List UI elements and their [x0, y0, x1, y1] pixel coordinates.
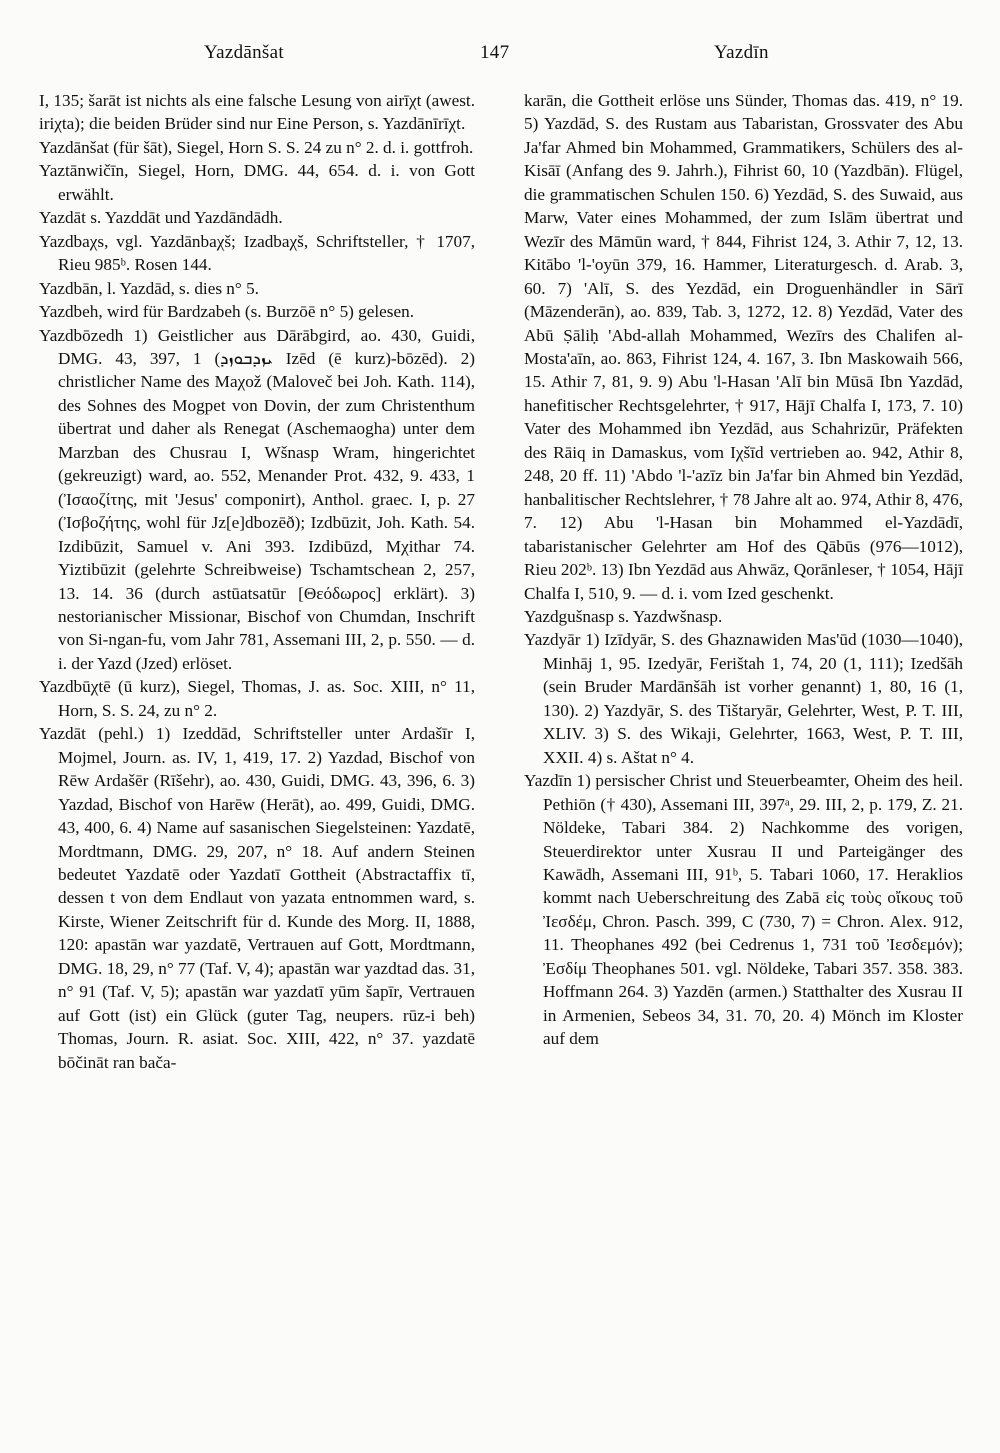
page-number: 147 [480, 42, 510, 63]
entry-continuation: karān, die Gottheit erlöse uns Sünder, Thomas das. 419, n° 19. 5) Yazdād, S. des Rustam aus Tabaristan, Grossvater des Abu Ja'far Ahmed bin Mohammed, Grammatikers, Schülers des al-Kisāī (Anfang des 9. Jahrh.), Fihrist 60, 10 (Yazdbān). Flügel, die grammatischen Schulen 150. 6) Yezdād, S. des Suwaid, aus Marw, Vater eines Mohammed, der zum Islām übertrat und Wezīr des Māmūn ward, † 844, Fihrist 124, 3. Athir 7, 12, 13. Kitābo 'l-'oyūn 379, 16. Hammer, Literaturgesch. d. Arab. 3, 60. 7) 'Alī, S. des Yezdād, ein Droguenhändler in Sārī (Māzenderān), ao. 839, Tab. 3, 1272, 12. 8) Yezdād, Vater des Abū Ṣāliḥ 'Abd-allah Mohammed, Wezīrs des Chalifen al-Mosta'aīn, ao. 863, Fihrist 124, 4. 167, 3. Ibn Maskowaih 566, 15. Athir 7, 81, 9. 9) Abu 'l-Hasan 'Alī bin Mūsā Ibn Yazdād, hanefitischer Rechtsgelehrter, † 917, Hājī Chalfa I, 173, 7. 10) Vater des Mohammed ibn Yezdād, aus Schahrizūr, Präfekten des Rāiq in Damaskus, vom Iχšīd vertrieben ao. 942, Athir 8, 248, 20 ff. 11) 'Abdo 'l-'azīz bin Ja'far bin Ahmed bin Yezdād, hanbalitischer Rechtslehrer, † 78 Jahre alt ao. 974, Athir 8, 476, 7. 12) Abu 'l-Hasan bin Mohammed el-Yazdādī, tabaristanischer Gelehrter am Hof des Qābūs (976—1012), Rieu 202ᵇ. 13) Ibn Yezdād aus Ahwāz, Qorānleser, † 1054, Hājī Chalfa I, 510, 9. — d. i. vom Ized geschenkt. [524, 91, 963, 603]
entry-continuation: I, 135; šarāt ist nichts als eine falsche Lesung von airīχt (awest. iriχta); die beiden Brüder sind nur Eine Person, s. Yazdānīrīχt. [39, 91, 475, 134]
entry-yazdbuxte: Yazdbūχtē (ū kurz), Siegel, Thomas, J. as. Soc. XIII, n° 11, Horn, S. S. 24, zu n° 2. [39, 677, 475, 720]
entry-yazdin: Yazdīn 1) persischer Christ und Steuerbeamter, Oheim des heil. Pethiōn († 430), Assemani III, 397ᵃ, 29. III, 2, p. 179, Z. 21. Nöldeke, Tabari 384. 2) Nachkomme des vorigen, Steuerdirektor unter Xusrau II und Parteigänger des Kawādh, Assemani III, 91ᵇ, 5. Tabari 1060, 17. Heraklios kommt nach Ueberschreitung des Zabā εἰς τοὺς οἴκους τοῦ Ἰεσδέμ, Chron. Pasch. 399, C (730, 7) = Chron. Alex. 912, 11. Theophanes 492 (bei Cedrenus 1, 731 τοῦ Ἰεσδεμόν); Ἐσδίμ Theophanes 501. vgl. Nöldeke, Tabari 357. 358. 383. Hoffmann 264. 3) Yazdēn (armen.) Statthalter des Xusrau II in Armenien, Sebeos 34, 31. 70, 20. 4) Mönch im Kloster auf dem [524, 771, 963, 1049]
running-head-left: Yazdānšat [204, 42, 284, 63]
entry-yazdansat: Yazdānšat (für šāt), Siegel, Horn S. S. 24 zu n° 2. d. i. gottfroh. [39, 137, 474, 157]
running-head-right: Yazdīn [714, 42, 769, 63]
entry-yazdyar: Yazdyār 1) Izīdyār, S. des Ghaznawiden Mas'ūd (1030—1040), Minhāj 1, 95. Izedyār, Ferištah 1, 74, 20 (1, 111); Izedšāh (sein Bruder Mardānšāh ist vorher genannt) 1, 80, 16 (1, 130). 2) Yazdyār, S. des Tištaryār, Gelehrter, West, P. T. III, XLIV. 3) S. des Wikaji, Gelehrter, 1663, West, P. T. III, XXII. 4) s. Aštat n° 4. [524, 630, 963, 767]
entry-yazdgusnasp: Yazdgušnasp s. Yazdwšnasp. [524, 606, 723, 626]
entry-yazdban: Yazdbān, l. Yazdād, s. dies n° 5. [39, 278, 259, 298]
entry-yaztanwicin: Yaztānwičīn, Siegel, Horn, DMG. 44, 654. d. i. von Gott erwählt. [39, 161, 475, 204]
entry-yazdbozedh: Yazdbōzedh 1) Geistlicher aus Dārābgird, ao. 430, Guidi, DMG. 43, 397, 1 (ܝܙܕܒܘܙܕ Izēd (ē kurz)-bōzēd). 2) christlicher Name des Maχož (Maloveč bei Joh. Kath. 114), des Sohnes des Mogpet von Dovin, der zum Christenthum übertrat und daher als Renegat (Aschemaogha) unter dem Marzban des Chusrau I, Wšnasp Wram, hingerichtet (gekreuzigt) ward, ao. 552, Menander Prot. 432, 9. 433, 1 (Ἰσαοζίτης, mit 'Jesus' componirt), Anthol. graec. I, p. 27 (Ἰσβοζήτης, wohl für Jz[e]dbozēð); Izdbūzit, Joh. Kath. 54. Izdibūzit, Samuel v. Ani 393. Izdibūzd, Mχithar 74. Yiztibūzit (gelehrte Schreibweise) Tschamtschean 2, 257, 13. 14. 36 (durch astūatsatūr [Θεόδωρος] erklärt). 3) nestorianischer Missionar, Bischof von Chumdan, Inschrift von Si-ngan-fu, vom Jahr 781, Assemani III, 2, p. 550. — d. i. der Yazd (Jzed) erlöset. [39, 325, 475, 673]
right-column [524, 89, 963, 1051]
entry-yazdat-pehl: Yazdāt (pehl.) 1) Izeddād, Schriftsteller unter Ardašīr I, Mojmel, Journ. as. IV, 1, 419, 17. 2) Yazdad, Bischof von Rēw Ardašēr (Rīšehr), ao. 430, Guidi, DMG. 43, 396, 6. 3) Yazdad, Bischof von Harēw (Herāt), ao. 499, Guidi, DMG. 43, 400, 6. 4) Name auf sasanischen Siegelsteinen: Yazdatē, Mordtmann, DMG. 29, 207, n° 18. Auf andern Steinen bedeutet Yazdatē oder Yazdatī Gottheit (Abstractaffix tī, dessen t von dem Endlaut von yazata entnommen ward, s. Kirste, Wiener Zeitschrift für d. Kunde des Morg. II, 1888, 120: apastān war yazdatē, Vertrauen auf Gott, Mordtmann, DMG. 18, 29, n° 77 (Taf. V, 4); apastān war yazdtad das. 31, n° 91 (Taf. V, 5); apastān war yazdatī yūm šapīr, Vertrauen auf Gott (ist) ein Glück (guter Tag, neupers. rūz-i beh) Thomas, Journ. R. asiat. Soc. XIII, 422, n° 37. yazdatē bōčināt ran bača- [39, 724, 475, 1072]
entry-yazdbeh: Yazdbeh, wird für Bardzabeh (s. Burzōē n° 5) gelesen. [39, 302, 415, 322]
entry-yazdbaxs: Yazdbaχs, vgl. Yazdānbaχš; Izadbaχš, Schriftsteller, † 1707, Rieu 985ᵇ. Rosen 144. [39, 231, 475, 275]
left-column [39, 89, 475, 1074]
entry-yazdat-ref: Yazdāt s. Yazddāt und Yazdāndādh. [39, 208, 283, 228]
